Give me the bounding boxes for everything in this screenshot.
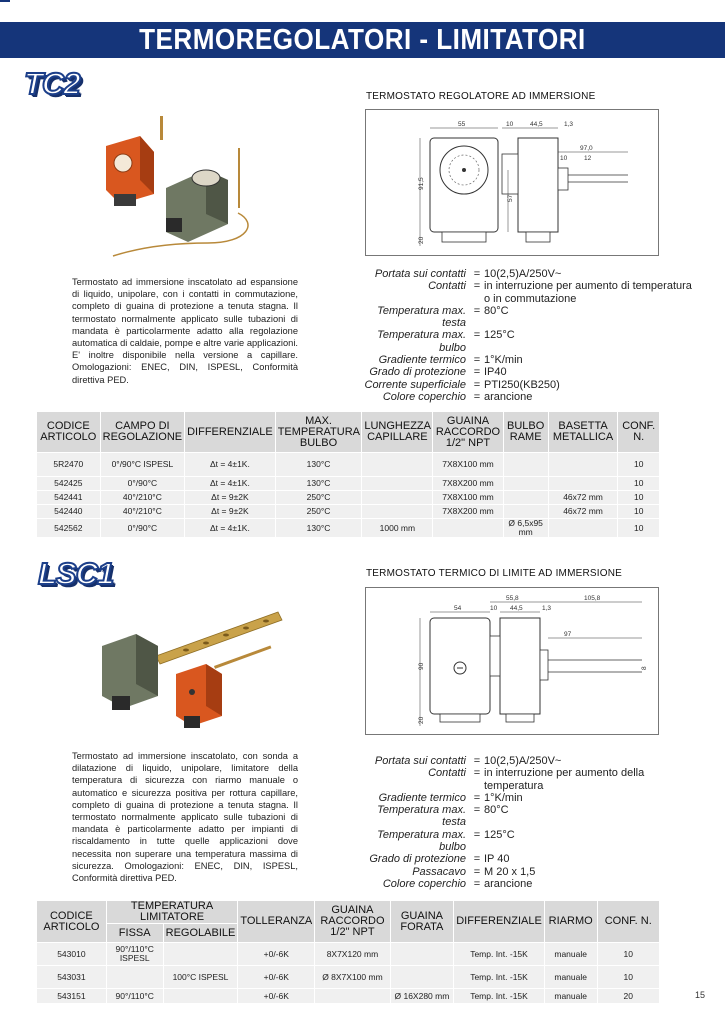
cell-conf: 20 xyxy=(598,989,659,1003)
cell-riarmo: manuale xyxy=(545,966,597,988)
cell-lung xyxy=(362,453,432,476)
svg-text:91,5: 91,5 xyxy=(418,177,425,190)
th-differenziale: DIFFERENZIALE xyxy=(454,901,544,942)
tc2-dimension-drawing xyxy=(366,110,658,255)
th-bulbo: BULBO RAME xyxy=(504,412,548,452)
cell-basetta xyxy=(549,453,618,476)
spec-row: Grado di protezione = IP 40 xyxy=(369,853,510,866)
cell-lung xyxy=(362,491,432,504)
cell-conf: 10 xyxy=(618,519,659,537)
cell-codice: 542441 xyxy=(37,491,100,504)
cell-riarmo: manuale xyxy=(545,943,597,965)
corner-mark xyxy=(0,0,10,2)
cell-codice: 542425 xyxy=(37,477,100,490)
cell-basetta xyxy=(549,477,618,490)
cell-lung: 1000 mm xyxy=(362,519,432,537)
spec-row: Grado di protezione = IP40 xyxy=(369,366,507,379)
table-row xyxy=(37,505,659,518)
th-regolabile: REGOLABILE xyxy=(164,924,238,942)
svg-text:1,3: 1,3 xyxy=(564,121,574,128)
cell-diff: Δt = 9±2K xyxy=(185,505,275,518)
table-row xyxy=(37,519,659,537)
cell-differenziale: Temp. Int. -15K xyxy=(454,966,544,988)
tc2-specs xyxy=(352,268,692,403)
cell-campo: 40°/210°C xyxy=(101,505,184,518)
cell-forata xyxy=(391,943,454,965)
orange-limiter-probe xyxy=(214,645,271,668)
tc2-side-view xyxy=(518,138,558,232)
th-fissa: FISSA xyxy=(107,924,163,942)
th-codice: CODICE ARTICOLO xyxy=(37,901,106,942)
cell-tolleranza: +0/-6K xyxy=(238,989,314,1003)
cell-conf: 10 xyxy=(618,453,659,476)
cell-regolabile: 100°C ISPESL xyxy=(164,966,238,988)
cell-conf: 10 xyxy=(618,477,659,490)
th-temperatura-limitatore: TEMPERATURA LIMITATORE xyxy=(107,901,238,923)
svg-text:44,5: 44,5 xyxy=(530,121,543,128)
cell-conf: 10 xyxy=(618,505,659,518)
cell-campo: 0°/90°C xyxy=(101,519,184,537)
table-row xyxy=(37,477,659,490)
cell-guaina: 7X8X100 mm xyxy=(433,491,502,504)
cell-conf: 10 xyxy=(598,943,659,965)
svg-text:105,8: 105,8 xyxy=(584,595,601,602)
cell-regolabile xyxy=(164,943,238,965)
tc2-caption: TERMOSTATO REGOLATORE AD IMMERSIONE xyxy=(366,91,596,102)
lsc1-dimension-drawing xyxy=(366,588,658,734)
tc2-product-table xyxy=(36,411,660,538)
cell-basetta xyxy=(549,519,618,537)
svg-text:44,5: 44,5 xyxy=(510,605,523,612)
cell-max: 130°C xyxy=(276,477,362,490)
cell-diff: Δt = 4±1K. xyxy=(185,453,275,476)
lsc1-logo: LSC1 xyxy=(38,556,114,591)
cell-conf: 10 xyxy=(598,966,659,988)
cell-regolabile xyxy=(164,989,238,1003)
cell-campo: 40°/210°C xyxy=(101,491,184,504)
cell-guaina xyxy=(433,519,502,537)
table-row xyxy=(37,491,659,504)
cell-campo: 0°/90°C xyxy=(101,477,184,490)
spec-row: Temperatura max. bulbo = 125°C xyxy=(377,828,515,854)
orange-base xyxy=(114,194,136,206)
cell-max: 250°C xyxy=(276,491,362,504)
tc2-logo: TC2 xyxy=(24,66,80,101)
lsc1-product-table xyxy=(36,900,660,1004)
cell-campo: 0°/90°C ISPESL xyxy=(101,453,184,476)
th-guaina-forata: GUAINA FORATA xyxy=(391,901,454,942)
orange-dial xyxy=(114,154,132,172)
th-guaina: GUAINA RACCORDO 1/2" NPT xyxy=(433,412,502,452)
perforated-sheath xyxy=(156,612,282,664)
cell-bulbo xyxy=(504,477,548,490)
svg-text:97: 97 xyxy=(564,631,572,638)
spec-row: Corrente superficiale = PTI250(KB250) xyxy=(364,378,560,391)
spec-row: Portata sui contatti = 10(2,5)A/250V~ xyxy=(374,755,562,767)
cell-bulbo: Ø 6,5x95 mm xyxy=(504,519,548,537)
lsc1-caption: TERMOSTATO TERMICO DI LIMITE AD IMMERSIONE xyxy=(366,568,623,579)
table-row xyxy=(37,989,659,1003)
spec-row: Colore coperchio = arancione xyxy=(382,390,533,403)
svg-text:20: 20 xyxy=(418,236,425,244)
cell-differenziale: Temp. Int. -15K xyxy=(454,943,544,965)
cell-max: 250°C xyxy=(276,505,362,518)
cell-bulbo xyxy=(504,453,548,476)
th-differenziale: DIFFERENZIALE xyxy=(185,412,275,452)
gray-cable-gland xyxy=(166,218,182,232)
spec-row: Portata sui contatti = 10(2,5)A/250V~ xyxy=(374,268,562,280)
gray-probe-rod xyxy=(238,148,240,208)
gray-dial xyxy=(192,170,220,186)
th-campo: CAMPO DI REGOLAZIONE xyxy=(101,412,184,452)
svg-text:10: 10 xyxy=(560,155,568,162)
tc2-drawing xyxy=(365,109,659,256)
svg-text:10: 10 xyxy=(506,121,514,128)
svg-text:12: 12 xyxy=(584,155,592,162)
lsc1-product-photo xyxy=(96,600,296,740)
svg-text:90: 90 xyxy=(418,662,425,670)
cell-codice: 5R2470 xyxy=(37,453,100,476)
spec-row: Contatti = in interruzione per aumento di temperatura o in commutazione xyxy=(428,280,692,305)
th-guaina: GUAINA RACCORDO 1/2" NPT xyxy=(315,901,389,942)
page-number: 15 xyxy=(694,990,705,1000)
cell-fissa: 90°/110°C ISPESL xyxy=(107,943,163,965)
cell-basetta: 46x72 mm xyxy=(549,505,618,518)
cell-tolleranza: +0/-6K xyxy=(238,943,314,965)
cell-conf: 10 xyxy=(618,491,659,504)
svg-text:57: 57 xyxy=(507,194,514,202)
th-max-temperatura: MAX. TEMPERATURA BULBO xyxy=(276,412,362,452)
cell-codice: 542440 xyxy=(37,505,100,518)
orange-limiter-gland xyxy=(184,716,200,728)
cell-lung xyxy=(362,505,432,518)
cell-guaina: 8X7X120 mm xyxy=(315,943,389,965)
cell-guaina: 7X8X100 mm xyxy=(433,453,502,476)
gray-limiter-gland xyxy=(112,696,130,710)
cell-basetta: 46x72 mm xyxy=(549,491,618,504)
cell-guaina: 7X8X200 mm xyxy=(433,505,502,518)
spec-row: Contatti = in interruzione per aumento della temperatura xyxy=(428,767,645,792)
svg-text:10: 10 xyxy=(490,605,498,612)
table-row xyxy=(37,966,659,988)
cell-guaina: 7X8X200 mm xyxy=(433,477,502,490)
cell-differenziale: Temp. Int. -15K xyxy=(454,989,544,1003)
cell-max: 130°C xyxy=(276,453,362,476)
cell-fissa: 90°/110°C xyxy=(107,989,163,1003)
cell-codice: 543010 xyxy=(37,943,106,965)
cell-bulbo xyxy=(504,505,548,518)
lsc1-side-view xyxy=(500,618,540,714)
svg-text:54: 54 xyxy=(454,605,462,612)
lsc1-drawing xyxy=(365,587,659,735)
th-riarmo: RIARMO xyxy=(545,901,597,942)
cell-diff: Δt = 4±1K. xyxy=(185,477,275,490)
probe-rod xyxy=(160,116,163,140)
cell-codice: 543151 xyxy=(37,989,106,1003)
spec-row: Temperatura max. testa = 80°C xyxy=(377,804,509,829)
cell-bulbo xyxy=(504,491,548,504)
svg-text:1,3: 1,3 xyxy=(542,605,552,612)
svg-text:8: 8 xyxy=(641,666,648,670)
tc2-product-photo xyxy=(88,108,288,258)
cell-codice: 543031 xyxy=(37,966,106,988)
th-conf: CONF. N. xyxy=(598,901,659,942)
table-row xyxy=(37,943,659,965)
cell-forata xyxy=(391,966,454,988)
tc2-description: Termostato ad immersione inscatolato ad espansione di liquido, unipolare, con i contatti in commutazione, completo di guaina di protezione a tenuta stagna. Il termostato normalmente applicato sulle tubazioni di mandata è particolarmente adatto alla regolazione automatica di caldaie, pompe e altre varie applicazioni. E' inoltre disponibile nella versione a capillare. Omologazioni: ENEC, DIN, ISPESL, Conformità direttiva PED. xyxy=(72,277,298,385)
th-lunghezza: LUNGHEZZA CAPILLARE xyxy=(362,412,432,452)
cell-lung xyxy=(362,477,432,490)
cell-guaina xyxy=(315,989,389,1003)
cell-diff: Δt = 4±1K. xyxy=(185,519,275,537)
th-tolleranza: TOLLERANZA xyxy=(238,901,314,942)
cell-guaina: Ø 8X7X100 mm xyxy=(315,966,389,988)
cell-fissa xyxy=(107,966,163,988)
spec-row: Colore coperchio = arancione xyxy=(382,877,533,890)
reset-button xyxy=(189,689,195,695)
th-conf: CONF. N. xyxy=(618,412,659,452)
lsc1-description: Termostato ad immersione inscatolato, con sonda a dilatazione di liquido, unipolare, limitatore della temperatura di sicurezza con riarmo manuale o automatico e sicurezza positiva per rottura capillare, completo di guaina di protezione a tenuta stagna. Il termostato normalmente applicato sulle tubazioni di mandata è particolarmente adatto per impianti di riscaldamento in tutte quelle applicazioni dove necessita non superare una temperatura massima di sicurezza. Omologazioni: ENEC, DIN, ISPESL, Conformità direttiva PED. xyxy=(72,751,298,884)
th-basetta: BASETTA METALLICA xyxy=(549,412,618,452)
th-codice: CODICE ARTICOLO xyxy=(37,412,100,452)
spec-row: Temperatura max. bulbo = 125°C xyxy=(377,329,515,354)
svg-text:97,0: 97,0 xyxy=(580,145,593,152)
spec-row: Gradiente termico = 1°K/min xyxy=(378,791,523,804)
cell-codice: 542562 xyxy=(37,519,100,537)
svg-text:20: 20 xyxy=(418,716,425,724)
cell-tolleranza: +0/-6K xyxy=(238,966,314,988)
page-title: TERMOREGOLATORI - LIMITATORI xyxy=(139,24,586,56)
cell-diff: Δt = 9±2K xyxy=(185,491,275,504)
cell-riarmo: manuale xyxy=(545,989,597,1003)
cell-forata: Ø 16X280 mm xyxy=(391,989,454,1003)
spec-row: Passacavo = M 20 x 1,5 xyxy=(412,865,536,878)
spec-row: Temperatura max. testa = 80°C xyxy=(377,304,509,330)
cell-max: 130°C xyxy=(276,519,362,537)
table-row xyxy=(37,453,659,476)
spec-row: Gradiente termico = 1°K/min xyxy=(378,354,523,367)
svg-text:55,8: 55,8 xyxy=(506,595,519,602)
lsc1-specs xyxy=(352,755,692,890)
svg-text:55: 55 xyxy=(458,121,466,128)
